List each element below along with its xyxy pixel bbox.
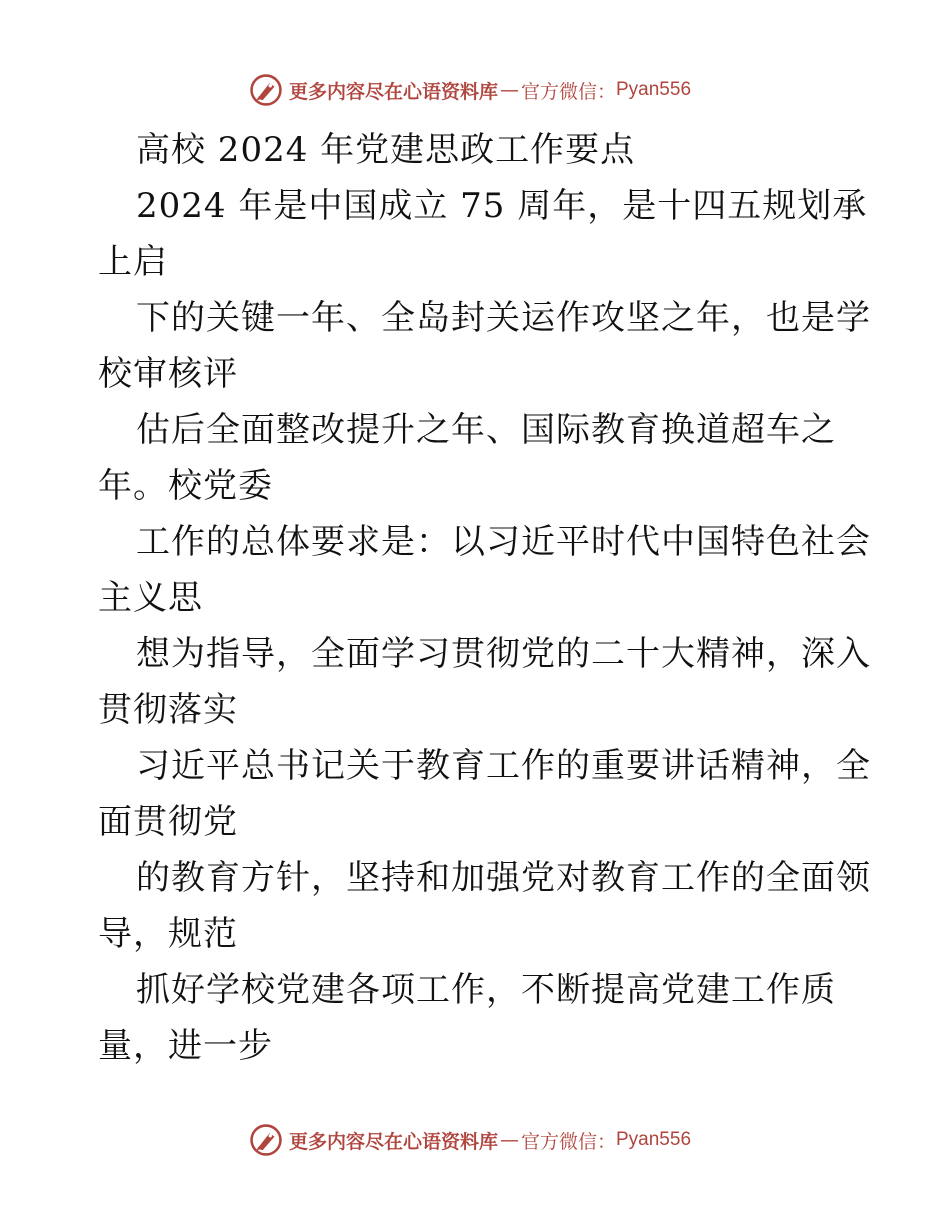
text-line: 年。校党委 bbox=[98, 466, 273, 506]
text-line: 2024 年是中国成立 75 周年，是十四五规划承 bbox=[136, 186, 868, 226]
text-line: 上启 bbox=[98, 242, 168, 282]
text-line: 校审核评 bbox=[98, 354, 238, 394]
pen-nib-logo-icon bbox=[249, 73, 283, 107]
text-line: 工作的总体要求是：以习近平时代中国特色社会 bbox=[136, 522, 871, 562]
text-line: 贯彻落实 bbox=[98, 690, 238, 730]
document-body bbox=[98, 122, 871, 1074]
watermark-wechat-id: Pyan556 bbox=[616, 79, 692, 100]
watermark-separator: — bbox=[499, 79, 519, 101]
watermark-wechat-id: Pyan556 bbox=[616, 1129, 692, 1150]
watermark-brand: 更多内容尽在心语资料库 bbox=[288, 1130, 498, 1153]
watermark-wechat-label: 官方微信： bbox=[520, 1130, 616, 1153]
text-line: 的教育方针，坚持和加强党对教育工作的全面领 bbox=[136, 858, 871, 898]
text-line: 抓好学校党建各项工作，不断提高党建工作质 bbox=[136, 970, 836, 1010]
document-title: 高校 2024 年党建思政工作要点 bbox=[136, 130, 636, 170]
watermark-brand: 更多内容尽在心语资料库 bbox=[288, 80, 498, 103]
text-line: 习近平总书记关于教育工作的重要讲话精神，全 bbox=[136, 746, 871, 786]
footer-watermark bbox=[0, 1120, 950, 1160]
text-line: 量，进一步 bbox=[98, 1026, 273, 1066]
text-line: 估后全面整改提升之年、国际教育换道超车之 bbox=[136, 410, 836, 450]
header-watermark bbox=[0, 70, 950, 110]
text-line: 导，规范 bbox=[98, 914, 238, 954]
pen-nib-logo-icon bbox=[249, 1123, 283, 1157]
text-line: 下的关键一年、全岛封关运作攻坚之年，也是学 bbox=[136, 298, 871, 338]
text-line: 主义思 bbox=[98, 578, 203, 618]
watermark-separator: — bbox=[499, 1129, 519, 1151]
text-line: 想为指导，全面学习贯彻党的二十大精神，深入 bbox=[136, 634, 871, 674]
watermark-wechat-label: 官方微信： bbox=[520, 80, 616, 103]
text-line: 面贯彻党 bbox=[98, 802, 238, 842]
